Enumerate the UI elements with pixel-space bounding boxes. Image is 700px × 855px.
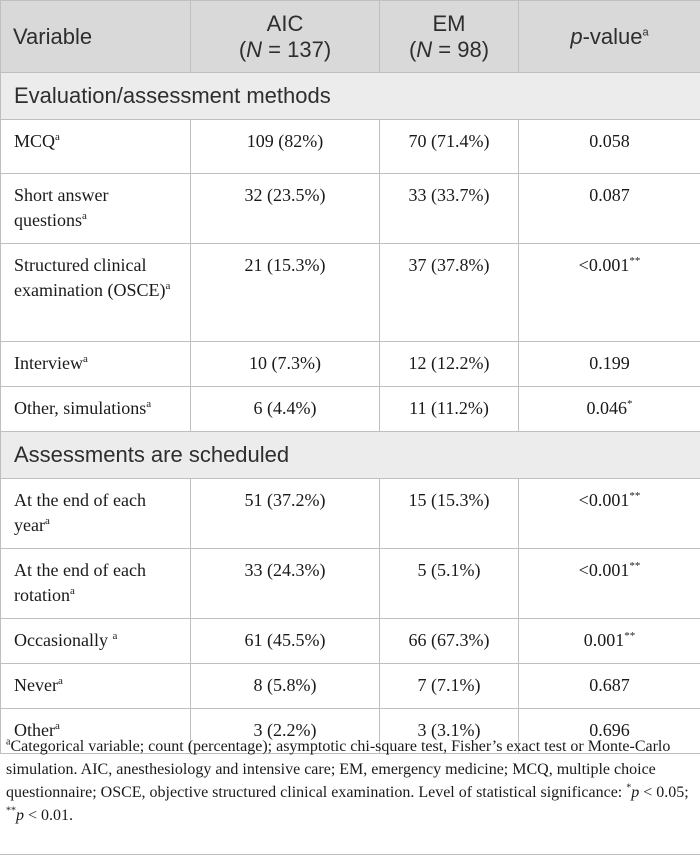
row-label: At the end of each rotation$^a$ <box>1 549 191 619</box>
aic-value: 61 (45.5%) <box>191 619 380 664</box>
header-variable: Variable <box>1 1 191 73</box>
aic-value: 10 (7.3%) <box>191 342 380 387</box>
table-footnote: $^a$Categorical variable; count (percentage); asymptotic chi-square test, Fisher’s exact test or Monte-Carlo simulation. AIC, anesthesiology and intensive care; EM, emergency medicine; MCQ, multiple choice questionnaire; OSCE, objective structured clinical examination. Level of statistical significance: *p < 0.05; **p < 0.01. <box>0 727 700 855</box>
p-value: <0.001** <box>519 244 700 342</box>
table-row <box>1 342 700 387</box>
aic-value: 21 (15.3%) <box>191 244 380 342</box>
em-value: 15 (15.3%) <box>380 479 519 549</box>
section-row <box>1 73 700 120</box>
aic-value: 8 (5.8%) <box>191 664 380 709</box>
section-title: Evaluation/assessment methods <box>1 73 700 120</box>
p-value: 0.696 <box>519 709 700 754</box>
aic-value: 109 (82%) <box>191 120 380 174</box>
em-value: 12 (12.2%) <box>380 342 519 387</box>
em-value: 5 (5.1%) <box>380 549 519 619</box>
table-row <box>1 664 700 709</box>
table-row <box>1 174 700 244</box>
p-value: 0.087 <box>519 174 700 244</box>
p-value: 0.687 <box>519 664 700 709</box>
row-label: Other$^a$ <box>1 709 191 754</box>
table-body <box>1 73 700 754</box>
table-row <box>1 244 700 342</box>
em-value: 70 (71.4%) <box>380 120 519 174</box>
em-value: 3 (3.1%) <box>380 709 519 754</box>
header-p-value: p-value$^a$ <box>519 1 700 73</box>
section-title: Assessments are scheduled <box>1 432 700 479</box>
row-label: At the end of each year$^a$ <box>1 479 191 549</box>
p-value: <0.001** <box>519 549 700 619</box>
em-value: 33 (33.7%) <box>380 174 519 244</box>
row-label: Interview$^a$ <box>1 342 191 387</box>
aic-value: 6 (4.4%) <box>191 387 380 432</box>
p-value: 0.001** <box>519 619 700 664</box>
table-row <box>1 120 700 174</box>
table-row <box>1 479 700 549</box>
row-label: Structured clinical examination (OSCE)$^a$ <box>1 244 191 342</box>
table-row <box>1 549 700 619</box>
header-aic: AIC (N = 137) <box>191 1 380 73</box>
p-value: 0.058 <box>519 120 700 174</box>
header-em: EM (N = 98) <box>380 1 519 73</box>
section-row <box>1 432 700 479</box>
p-value: <0.001** <box>519 479 700 549</box>
table-row <box>1 387 700 432</box>
em-value: 66 (67.3%) <box>380 619 519 664</box>
aic-value: 51 (37.2%) <box>191 479 380 549</box>
em-value: 37 (37.8%) <box>380 244 519 342</box>
row-label: Short answer questions$^a$ <box>1 174 191 244</box>
row-label: MCQ$^a$ <box>1 120 191 174</box>
aic-value: 33 (24.3%) <box>191 549 380 619</box>
p-value: 0.199 <box>519 342 700 387</box>
header-row <box>1 1 700 73</box>
aic-value: 32 (23.5%) <box>191 174 380 244</box>
em-value: 7 (7.1%) <box>380 664 519 709</box>
em-value: 11 (11.2%) <box>380 387 519 432</box>
row-label: Occasionally $^a$ <box>1 619 191 664</box>
table-row <box>1 619 700 664</box>
aic-value: 3 (2.2%) <box>191 709 380 754</box>
p-value: 0.046* <box>519 387 700 432</box>
row-label: Never$^a$ <box>1 664 191 709</box>
row-label: Other, simulations$^a$ <box>1 387 191 432</box>
